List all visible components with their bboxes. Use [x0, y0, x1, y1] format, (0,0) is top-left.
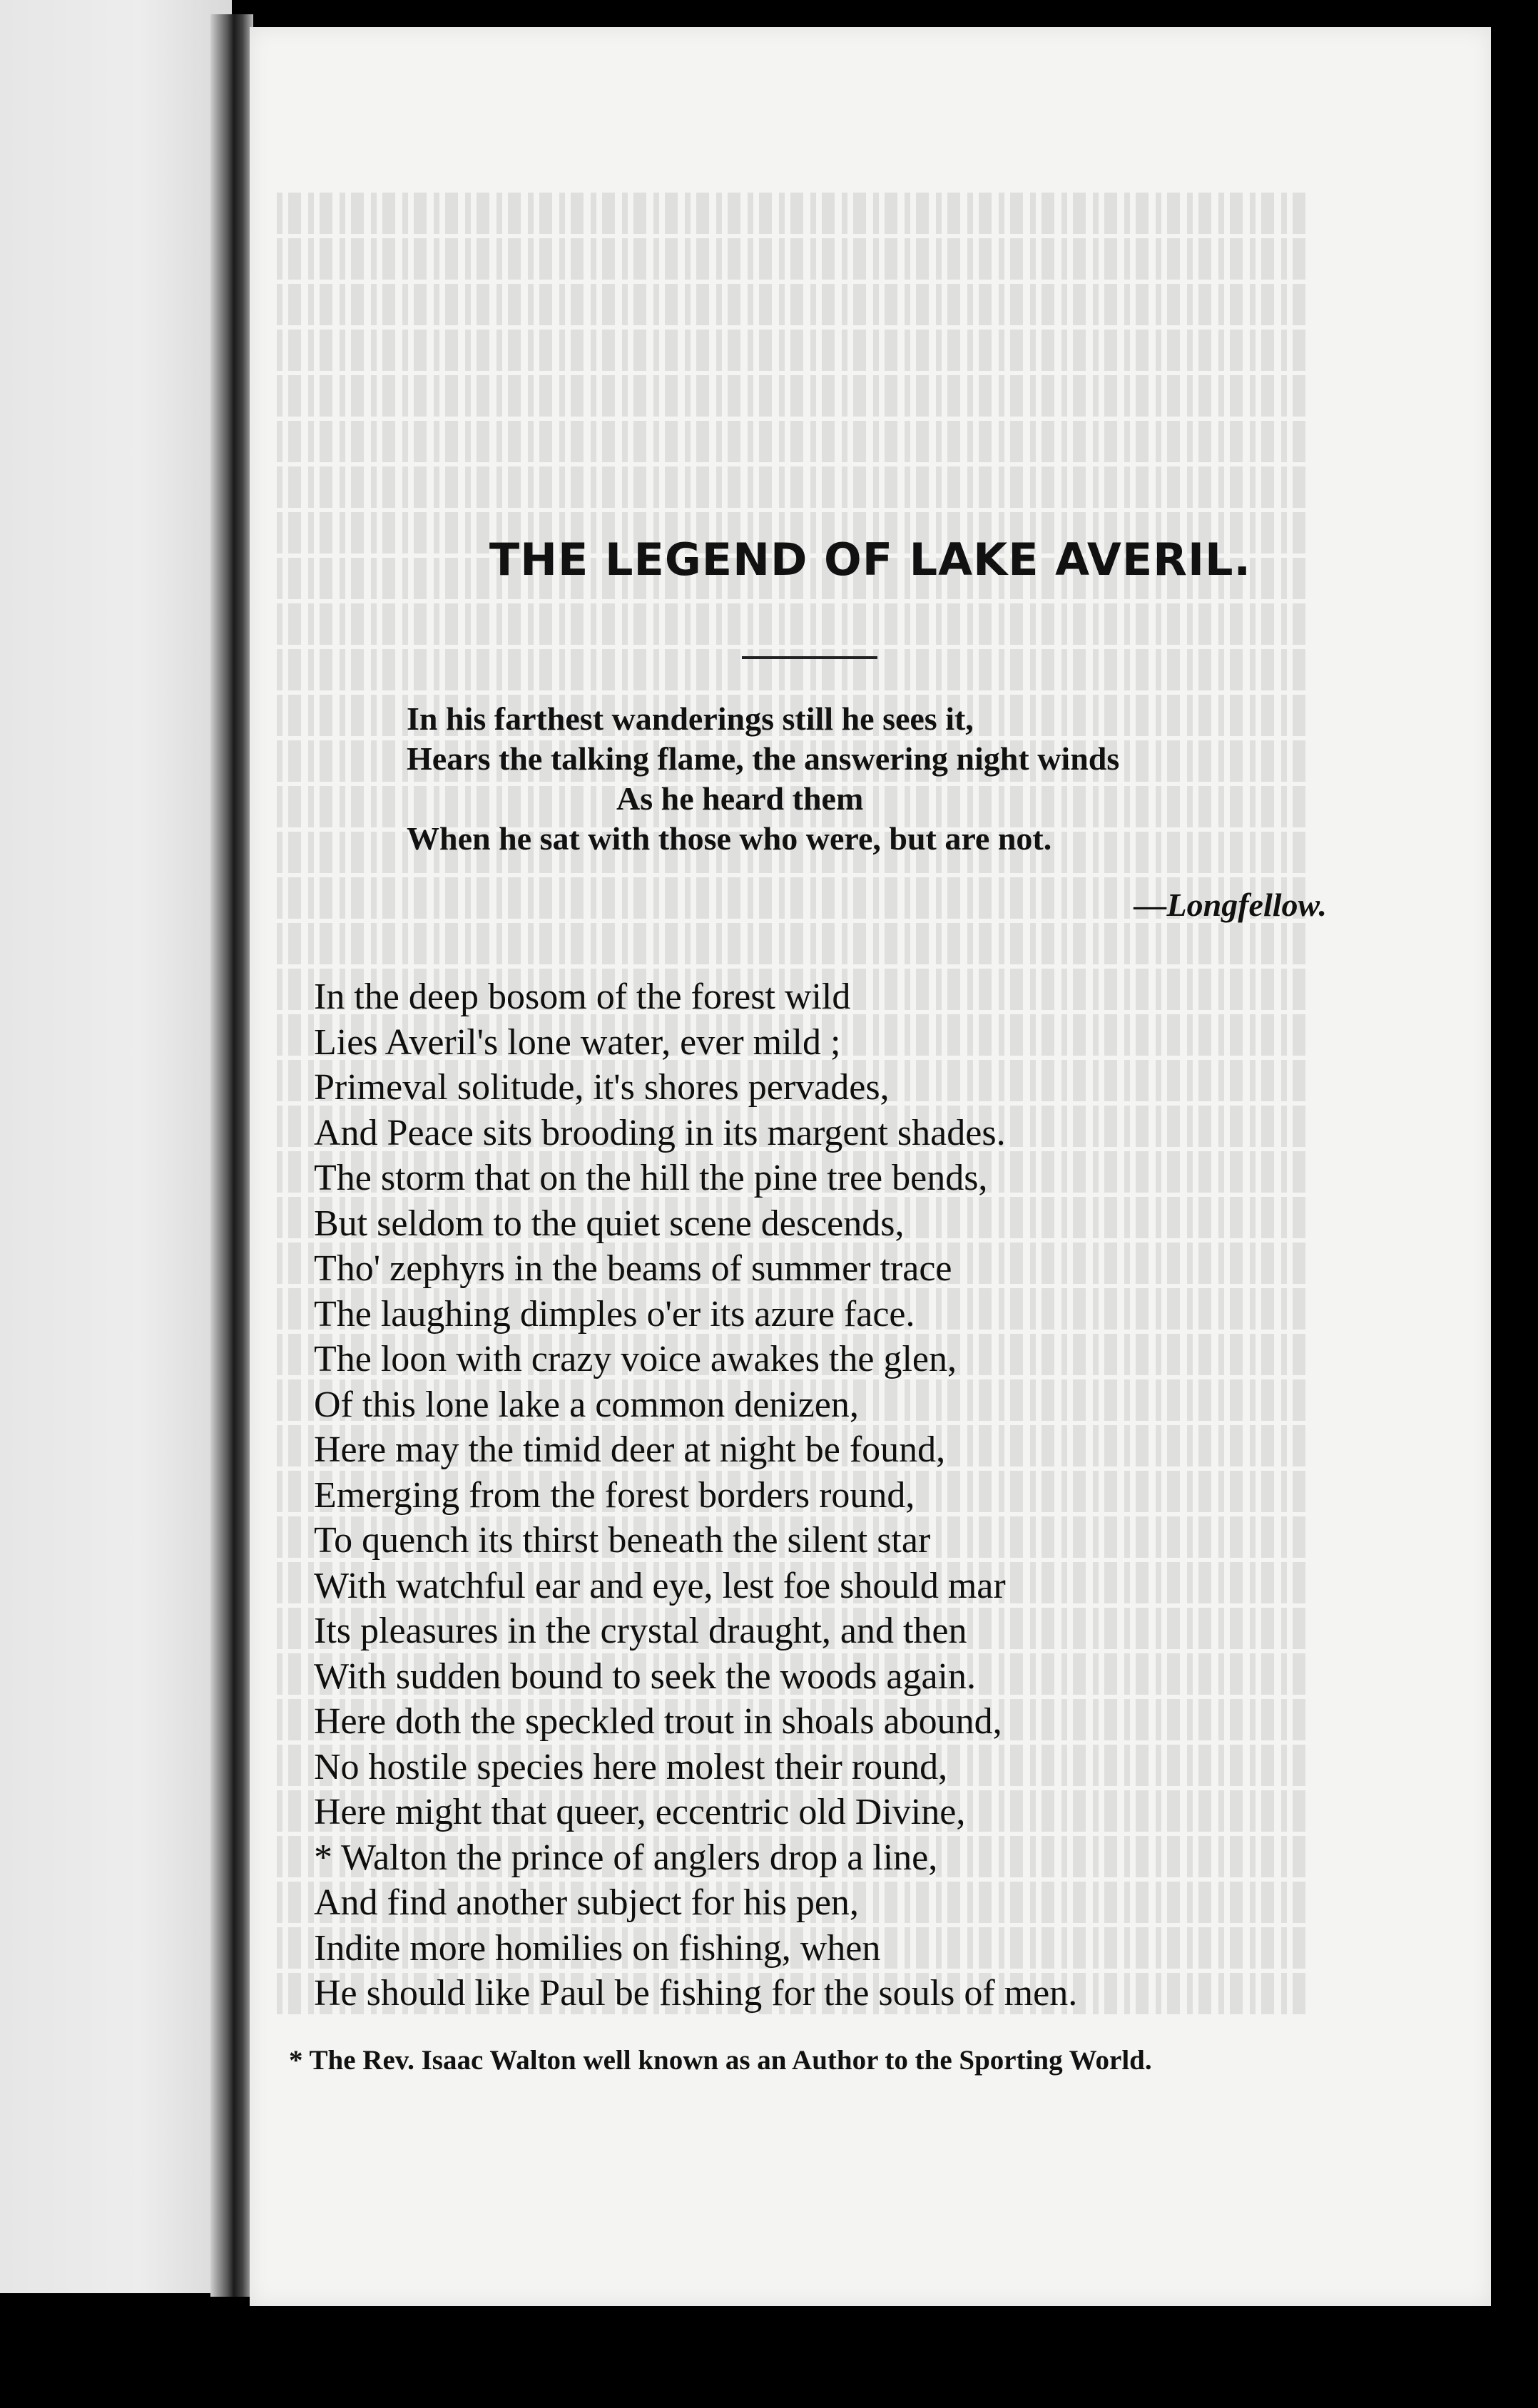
facing-page-edge	[0, 0, 232, 2293]
title-rule	[742, 656, 877, 659]
poem-line: And Peace sits brooding in its margent shades.	[314, 1112, 1006, 1153]
poem-line: No hostile species here molest their round,	[314, 1746, 948, 1787]
poem-line: * Walton the prince of anglers drop a line,	[314, 1837, 938, 1878]
poem-line: Indite more homilies on fishing, when	[314, 1927, 881, 1969]
epigraph-line: As he heard them	[616, 780, 864, 817]
poem-line: The laughing dimples o'er its azure face.	[314, 1293, 915, 1335]
poem-line: Lies Averil's lone water, ever mild ;	[314, 1021, 841, 1063]
poem-line: The loon with crazy voice awakes the glen,	[314, 1339, 957, 1379]
poem-line: In the deep bosom of the forest wild	[314, 976, 851, 1017]
poem-line: Here may the timid deer at night be found,	[314, 1429, 946, 1470]
poem-line: Here might that queer, eccentric old Divine,	[314, 1792, 966, 1832]
book-spine	[210, 14, 253, 2297]
poem-line: The storm that on the hill the pine tree bends,	[314, 1158, 988, 1198]
poem-line: Here doth the speckled trout in shoals abound,	[314, 1701, 1002, 1742]
epigraph-line: When he sat with those who were, but are not.	[407, 820, 1052, 857]
poem-body	[314, 974, 1370, 2016]
poem-line: Tho' zephyrs in the beams of summer trace	[314, 1248, 952, 1289]
poem-line: Its pleasures in the crystal draught, and then	[314, 1611, 967, 1651]
poem-line: But seldom to the quiet scene descends,	[314, 1203, 905, 1244]
epigraph-line: Hears the talking flame, the answering night winds	[407, 740, 1120, 777]
poem-line: Emerging from the forest borders round,	[314, 1474, 915, 1516]
poem-line: Primeval solitude, it's shores pervades,	[314, 1067, 890, 1108]
poem-line: To quench its thirst beneath the silent star	[314, 1520, 931, 1561]
poem-line: And find another subject for his pen,	[314, 1882, 859, 1923]
poem-title: THE LEGEND OF LAKE AVERIL.	[489, 534, 1252, 586]
poem-line: With watchful ear and eye, lest foe should mar	[314, 1565, 1006, 1606]
poem-line: He should like Paul be fishing for the souls of men.	[314, 1973, 1078, 2014]
footnote: * The Rev. Isaac Walton well known as an Author to the Sporting World.	[289, 2045, 1152, 2076]
epigraph	[407, 699, 1334, 859]
poem-line: Of this lone lake a common denizen,	[314, 1384, 859, 1425]
epigraph-line: In his farthest wanderings still he sees it,	[407, 700, 974, 737]
poem-line: With sudden bound to seek the woods again.	[314, 1656, 976, 1697]
epigraph-attribution: —Longfellow.	[1134, 887, 1327, 923]
